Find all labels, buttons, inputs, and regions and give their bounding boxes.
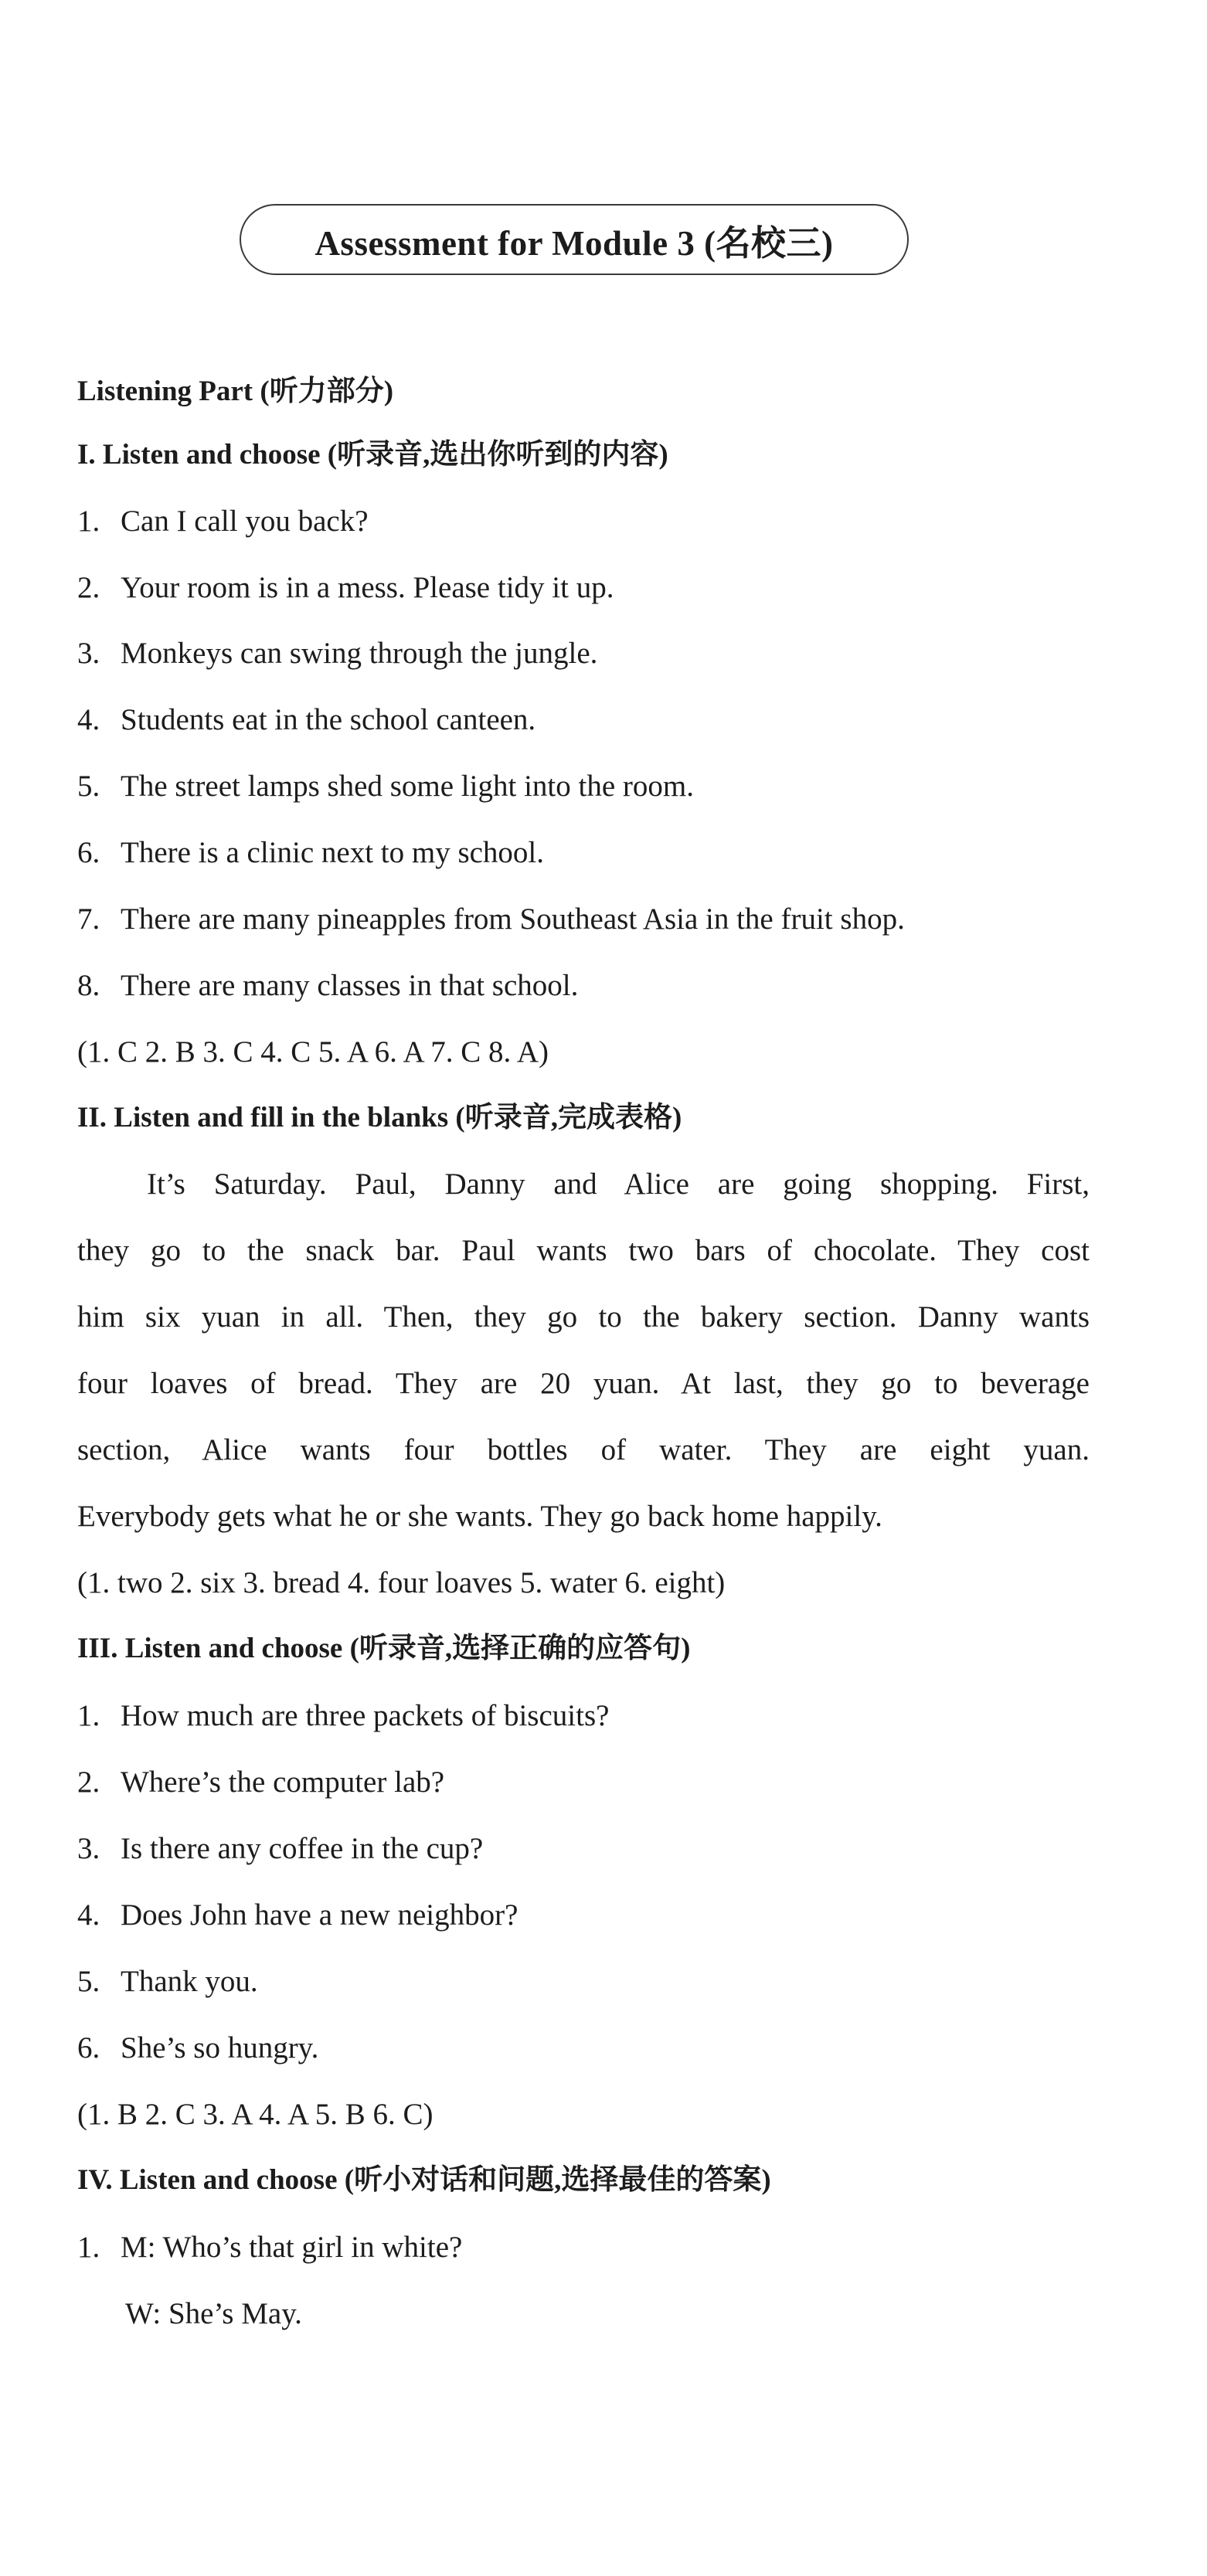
item-number: 2. [77, 1765, 100, 1799]
list-item [77, 1701, 609, 1731]
item-number: 1. [77, 505, 100, 538]
item-text: She’s so hungry. [121, 2031, 319, 2065]
dialogue-line: W: She’s May. [125, 2297, 302, 2330]
dialogue-text: M: Who’s that girl in white? [121, 2231, 463, 2264]
list-item [77, 1833, 483, 1864]
passage-text: him six yuan in all. Then, they go to the bakery section. Danny wants [77, 1300, 1090, 1334]
module-title: Assessment for Module 3 (名校三) [314, 223, 834, 263]
dialogue-line [77, 2232, 462, 2262]
item-text: There is a clinic next to my school. [121, 836, 545, 869]
list-item [77, 838, 544, 868]
section-2-answers: (1. two 2. six 3. bread 4. four loaves 5. water 6. eight) [77, 1566, 726, 1599]
passage-line [77, 1169, 1090, 1199]
list-item [77, 506, 369, 536]
passage-text: section, Alice wants four bottles of water. They are eight yuan. [77, 1433, 1090, 1466]
item-number: 4. [77, 1898, 100, 1932]
passage-line [77, 1235, 1090, 1266]
item-number: 6. [77, 2031, 100, 2065]
list-item [77, 771, 694, 801]
list-item [77, 638, 597, 668]
list-item [77, 970, 578, 1001]
list-item [77, 1767, 444, 1797]
item-text: Where’s the computer lab? [121, 1765, 445, 1799]
item-number: 1. [77, 2231, 100, 2264]
item-number: 6. [77, 836, 100, 869]
item-number: 8. [77, 969, 100, 1002]
list-item [77, 904, 905, 934]
listening-part-heading: Listening Part (听力部分) [77, 376, 394, 407]
item-text: Students eat in the school canteen. [121, 703, 536, 736]
item-text: The street lamps shed some light into the room. [121, 770, 694, 803]
item-number: 5. [77, 770, 100, 803]
passage-line [77, 1368, 1090, 1398]
item-number: 5. [77, 1965, 100, 1998]
item-text: There are many classes in that school. [121, 969, 579, 1002]
module-title-box [240, 204, 909, 275]
item-text: Monkeys can swing through the jungle. [121, 637, 598, 670]
item-text: Your room is in a mess. Please tidy it up. [121, 571, 614, 604]
list-item [77, 2033, 318, 2063]
section-1-answers: (1. C 2. B 3. C 4. C 5. A 6. A 7. C 8. A) [77, 1035, 549, 1069]
item-number: 2. [77, 571, 100, 604]
item-text: Thank you. [121, 1965, 258, 1998]
item-text: Is there any coffee in the cup? [121, 1832, 484, 1865]
item-number: 3. [77, 1832, 100, 1865]
section-3-answers: (1. B 2. C 3. A 4. A 5. B 6. C) [77, 2098, 434, 2131]
section-1-heading: I. Listen and choose (听录音,选出你听到的内容) [77, 439, 668, 471]
passage-line [77, 1302, 1090, 1332]
section-4-heading: IV. Listen and choose (听小对话和问题,选择最佳的答案) [77, 2164, 771, 2196]
passage-text: they go to the snack bar. Paul wants two bars of chocolate. They cost [77, 1234, 1090, 1267]
item-text: There are many pineapples from Southeast Asia in the fruit shop. [121, 902, 905, 936]
passage-text: four loaves of bread. They are 20 yuan. At last, they go to beverage [77, 1367, 1090, 1400]
section-2-heading: II. Listen and fill in the blanks (听录音,完成表格) [77, 1102, 682, 1133]
item-number: 4. [77, 703, 100, 736]
passage-line [77, 1435, 1090, 1465]
list-item [77, 705, 536, 735]
item-text: How much are three packets of biscuits? [121, 1699, 610, 1732]
item-text: Can I call you back? [121, 505, 369, 538]
item-number: 7. [77, 902, 100, 936]
list-item [77, 1900, 518, 1930]
item-text: Does John have a new neighbor? [121, 1898, 518, 1932]
passage-text: It’s Saturday. Paul, Danny and Alice are going shopping. First, [147, 1167, 1090, 1201]
list-item [77, 1966, 258, 1997]
item-number: 1. [77, 1699, 100, 1732]
passage-line: Everybody gets what he or she wants. They go back home happily. [77, 1500, 882, 1533]
section-3-heading: III. Listen and choose (听录音,选择正确的应答句) [77, 1633, 691, 1664]
list-item [77, 573, 614, 603]
item-number: 3. [77, 637, 100, 670]
